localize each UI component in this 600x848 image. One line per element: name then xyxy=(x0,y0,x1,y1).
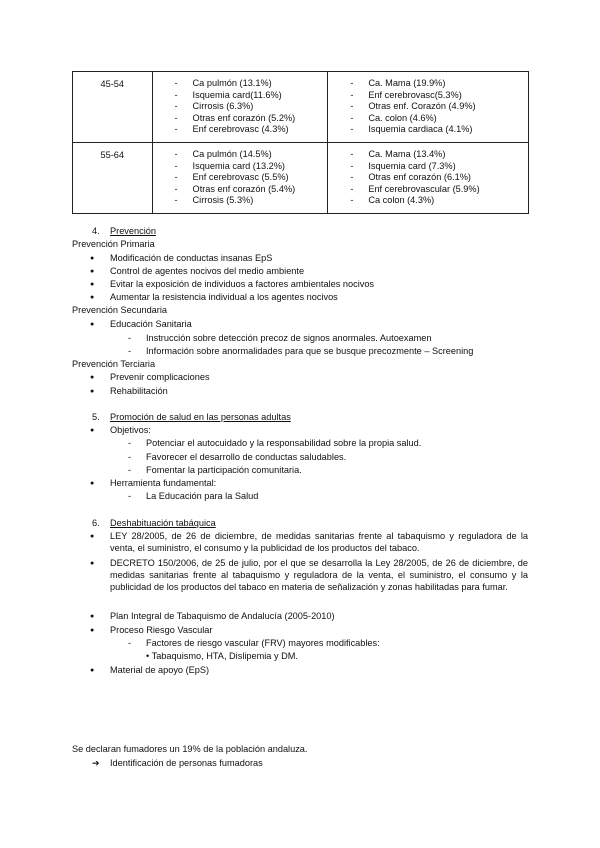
list-item: - Enf cerebrovascular (5.9%) xyxy=(328,184,528,196)
list-item: ● Evitar la exposición de individuos a factores ambientales nocivos xyxy=(110,278,374,290)
list-item: - Cirrosis (5.3%) xyxy=(153,195,328,207)
list-item: - Otras enf. Corazón (4.9%) xyxy=(328,101,528,113)
list-item: ● Rehabilitación xyxy=(110,385,168,397)
list-item: - Isquemia cardiaca (4.1%) xyxy=(328,124,528,136)
list-item: ● Material de apoyo (EpS) xyxy=(110,664,209,676)
subheading: Prevención Secundaria xyxy=(72,305,167,315)
list-item: - Ca pulmón (13.1%) xyxy=(153,78,328,90)
list-item: - Enf cerebrovasc (4.3%) xyxy=(153,124,328,136)
list-item: ➔ Identificación de personas fumadoras xyxy=(110,757,263,769)
women-causes-list xyxy=(328,143,528,213)
list-item: - Isquemia card(11.6%) xyxy=(153,90,328,102)
list-item: - Información sobre anormalidades para que se busque precozmente – Screening xyxy=(146,345,473,357)
list-item: ● Aumentar la resistencia individual a los agentes nocivos xyxy=(110,291,338,303)
list-item: - Ca pulmón (14.5%) xyxy=(153,149,328,161)
list-item: ● LEY 28/2005, de 26 de diciembre, de medidas sanitarias frente al tabaquismo y reguladora de la venta, el suministro, el consumo y la publicidad de los productos del tabaco. xyxy=(110,530,528,554)
list-item: ● Prevenir complicaciones xyxy=(110,371,210,383)
age-cell: 55-64 xyxy=(73,142,153,213)
list-item: - Otras enf corazón (5.4%) xyxy=(153,184,328,196)
list-item: - Otras enf corazón (5.2%) xyxy=(153,113,328,125)
mortality-table xyxy=(72,71,529,214)
section-title: Promoción de salud en las personas adultas xyxy=(110,412,291,422)
table-row xyxy=(73,72,529,143)
section-number: 4. xyxy=(92,226,100,236)
list-item: - Isquemia card (13.2%) xyxy=(153,161,328,173)
list-item: - Instrucción sobre detección precoz de signos anormales. Autoexamen xyxy=(146,332,432,344)
list-item: - Ca. Mama (13.4%) xyxy=(328,149,528,161)
list-item: - Factores de riesgo vascular (FRV) mayores modificables: xyxy=(146,637,380,649)
subheading: Prevención Terciaria xyxy=(72,359,156,369)
list-item: ● Proceso Riesgo Vascular xyxy=(110,624,212,636)
table-row xyxy=(73,142,529,213)
list-item: ● Modificación de conductas insanas EpS xyxy=(110,252,272,264)
list-item: • Tabaquismo, HTA, Dislipemia y DM. xyxy=(146,651,298,661)
list-item: - Ca colon (4.3%) xyxy=(328,195,528,207)
list-item: - Favorecer el desarrollo de conductas saludables. xyxy=(146,451,346,463)
paragraph: Se declaran fumadores un 19% de la población andaluza. xyxy=(72,744,308,754)
men-causes-list xyxy=(153,143,328,213)
age-cell: 45-54 xyxy=(73,72,153,143)
list-item: - Enf cerebrovasc(5.3%) xyxy=(328,90,528,102)
list-item: - Ca. colon (4.6%) xyxy=(328,113,528,125)
section-number: 5. xyxy=(92,412,100,422)
list-item: - Fomentar la participación comunitaria. xyxy=(146,464,302,476)
list-item: - Isquemia card (7.3%) xyxy=(328,161,528,173)
list-item: ● Plan Integral de Tabaquismo de Andalucía (2005-2010) xyxy=(110,610,335,622)
list-item: - Cirrosis (6.3%) xyxy=(153,101,328,113)
section-title: Deshabituación tabáquica xyxy=(110,518,216,528)
list-item: ● DECRETO 150/2006, de 25 de julio, por el que se desarrolla la Ley 28/2005, de 26 de diciembre, de medidas sanitarias frente al tabaquismo y reguladora de la venta, el suministro, el consumo y la publicidad de los productos del tabaco en materia de señalización y zonas habilitadas para fumar. xyxy=(110,557,528,593)
women-causes-list xyxy=(328,72,528,142)
subheading: Prevención Primaria xyxy=(72,239,155,249)
list-item: ● Control de agentes nocivos del medio ambiente xyxy=(110,265,304,277)
list-item: ● Herramienta fundamental: xyxy=(110,477,216,489)
list-item: - Enf cerebrovasc (5.5%) xyxy=(153,172,328,184)
list-item: - Otras enf corazón (6.1%) xyxy=(328,172,528,184)
section-number: 6. xyxy=(92,518,100,528)
section-title: Prevención xyxy=(110,226,156,236)
list-item: ● Objetivos: xyxy=(110,424,151,436)
list-item: - Potenciar el autocuidado y la responsabilidad sobre la propia salud. xyxy=(146,437,421,449)
list-item: - Ca. Mama (19.9%) xyxy=(328,78,528,90)
list-item: - La Educación para la Salud xyxy=(146,490,258,502)
men-causes-list xyxy=(153,72,328,142)
list-item: ● Educación Sanitaria xyxy=(110,318,192,330)
